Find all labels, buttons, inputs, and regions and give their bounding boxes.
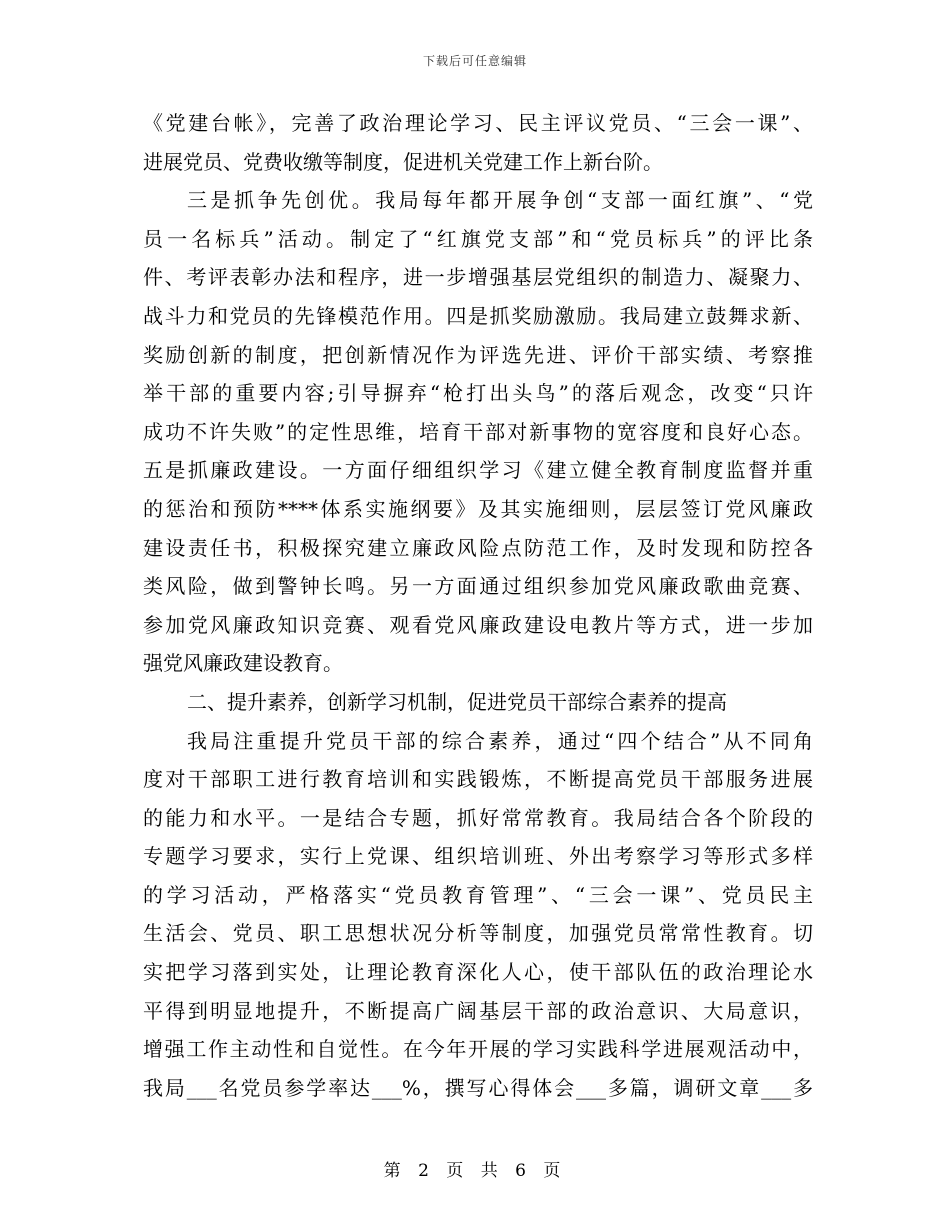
- text-line: 实把学习落到实处，让理论教育深化人心，使干部队伍的政治理论水: [143, 960, 813, 985]
- text-line: 增强工作主动性和自觉性。在今年开展的学习实践科学进展观活动中，: [143, 1037, 813, 1062]
- text-line: 成功不许失败”的定性思维，培育干部对新事物的宽容度和良好心态。: [143, 419, 813, 444]
- text-line: 建设责任书，积极探究建立廉政风险点防范工作，及时发现和防控各: [143, 535, 813, 560]
- page-header: 下载后可任意编辑: [422, 54, 527, 68]
- text-line: 平得到明显地提升，不断提高广阔基层干部的政治意识、大局意识，: [143, 998, 813, 1023]
- text-line: 奖励创新的制度，把创新情况作为评选先进、评价干部实绩、考察推: [143, 342, 813, 367]
- text-line: 专题学习要求，实行上党课、组织培训班、外出考察学习等形式多样: [143, 844, 813, 869]
- text-line: 五是抓廉政建设。一方面仔细组织学习《建立健全教育制度监督并重: [143, 458, 813, 483]
- text-line: 的能力和水平。一是结合专题，抓好常常教育。我局结合各个阶段的: [143, 805, 813, 830]
- text-line: 的惩治和预防****体系实施纲要》及其实施细则，层层签订党风廉政: [143, 496, 813, 521]
- text-line: 度对干部职工进行教育培训和实践锻炼，不断提高党员干部服务进展: [143, 767, 813, 792]
- text-line: 三是抓争先创优。我局每年都开展争创“支部一面红旗”、“党: [187, 188, 813, 213]
- text-line: 员一名标兵”活动。制定了“红旗党支部”和“党员标兵”的评比条: [143, 226, 813, 251]
- text-line: 件、考评表彰办法和程序，进一步增强基层党组织的制造力、凝聚力、: [143, 265, 813, 290]
- text-line: 强党风廉政建设教育。: [143, 651, 343, 676]
- page-footer: 第 2 页 共 6 页: [383, 1161, 567, 1181]
- text-line: 的学习活动，严格落实“党员教育管理”、“三会一课”、党员民主: [143, 882, 813, 907]
- document-body: [143, 104, 813, 1107]
- text-line: 战斗力和党员的先锋模范作用。四是抓奖励激励。我局建立鼓舞求新、: [143, 303, 813, 328]
- text-line: 我局注重提升党员干部的综合素养，通过“四个结合”从不同角: [187, 728, 813, 753]
- text-line: 二、提升素养，创新学习机制，促进党员干部综合素养的提高: [187, 689, 727, 714]
- text-line: 进展党员、党费收缴等制度，促进机关党建工作上新台阶。: [143, 149, 663, 174]
- text-line: 类风险，做到警钟长鸣。另一方面通过组织参加党风廉政歌曲竞赛、: [143, 574, 813, 599]
- text-line: 我局___名党员参学率达___%，撰写心得体会___多篇，调研文章___多: [143, 1075, 813, 1100]
- text-line: 举干部的重要内容;引导摒弃“枪打出头鸟”的落后观念，改变“只许: [143, 381, 813, 406]
- text-line: 参加党风廉政知识竞赛、观看党风廉政建设电教片等方式，进一步加: [143, 612, 813, 637]
- text-line: 《党建台帐》，完善了政治理论学习、民主评议党员、“三会一课”、: [143, 111, 813, 135]
- text-line: 生活会、党员、职工思想状况分析等制度，加强党员常常性教育。切: [143, 921, 813, 946]
